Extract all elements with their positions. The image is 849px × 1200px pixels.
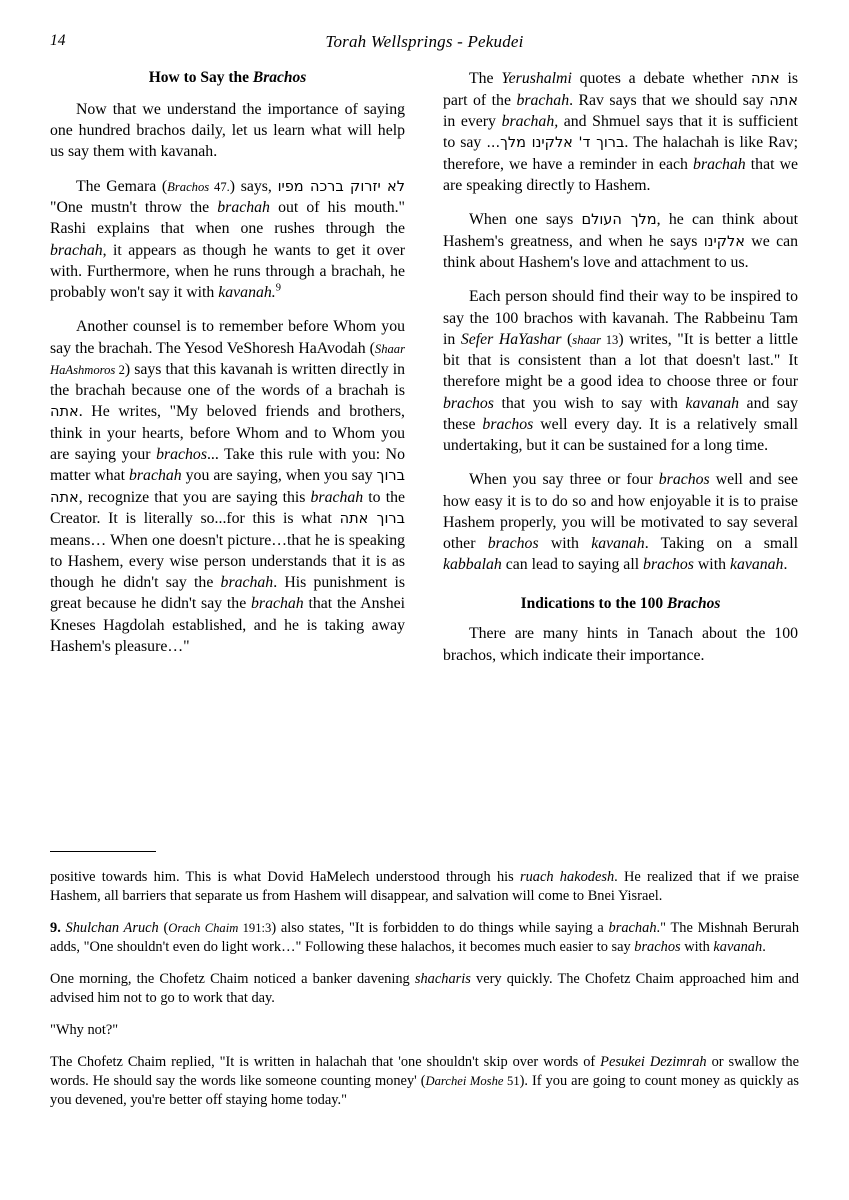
section-heading-text: How to Say the bbox=[148, 69, 253, 86]
text-run: well and see how easy it is to do so and how enjoyable it is to praise Hashem properly, you will be motivated to say several other bbox=[443, 471, 798, 553]
text-run: you are saying, when you say bbox=[181, 467, 377, 485]
italic-text: shacharis bbox=[414, 971, 471, 988]
text-run: . The halachah is like Rav; therefore, we have a reminder in each bbox=[443, 134, 798, 173]
paragraph bbox=[443, 286, 798, 456]
text-run: and Shmuel says that it is sufficient to say bbox=[443, 113, 798, 152]
text-run: that you wish to say with bbox=[493, 394, 686, 412]
text-run: to the Creator. It is literally so...for this is what bbox=[50, 488, 405, 528]
source-citation: Darchei Moshe bbox=[425, 1074, 504, 1089]
hebrew-text: ברוך אתה bbox=[339, 511, 405, 528]
hebrew-text: אתה bbox=[769, 92, 798, 109]
body-columns bbox=[50, 68, 799, 828]
text-run: ( bbox=[561, 330, 573, 348]
section-heading-indications bbox=[443, 595, 798, 613]
text-run: with bbox=[693, 556, 730, 574]
italic-text: brachos bbox=[482, 415, 534, 433]
footnote bbox=[50, 919, 799, 957]
italic-text: brachah bbox=[220, 574, 274, 592]
text-run: , recognize that you are saying this bbox=[78, 488, 311, 506]
italic-text: brachah bbox=[129, 467, 182, 485]
text-run: means… When one doesn't picture…that he is speaking to Hashem, every wise person understands that it is as though he didn't say the bbox=[50, 531, 405, 592]
hebrew-text: ברוך ד' אלקינו מלך... bbox=[486, 135, 625, 152]
text-run: and say these bbox=[443, 394, 798, 433]
text-run: . bbox=[762, 939, 766, 956]
hebrew-text: אלקינו bbox=[703, 233, 745, 250]
italic-text: brachah, bbox=[501, 113, 559, 130]
right-column-paragraphs-bottom bbox=[443, 623, 798, 665]
book-title: Torah Wellsprings - Pekudei bbox=[325, 32, 524, 51]
italic-text: kavanah. bbox=[218, 284, 276, 302]
italic-text: Pesukei Dezimrah bbox=[600, 1054, 707, 1071]
italic-text: kavanah bbox=[591, 535, 645, 553]
paragraph bbox=[50, 176, 405, 304]
text-run: that the Anshei Kneses Hagdolah established, and he is taking away Hashem's pleasure…" bbox=[50, 595, 405, 655]
text-run: well every day. It is a relatively small undertaking, but it can be sustained for a long time. bbox=[443, 415, 798, 455]
source-citation: Orach Chaim bbox=[168, 921, 239, 936]
text-run: out of his mouth." Rashi explains that when one rushes through the bbox=[50, 199, 405, 238]
section-heading2-italic: Brachos bbox=[667, 595, 721, 613]
italic-text: Sefer HaYashar bbox=[460, 330, 562, 348]
text-run: ). If you are going to count money as quickly as you devened, you're better off staying home today." bbox=[50, 1073, 800, 1109]
text-run: The bbox=[469, 70, 502, 87]
page-number: 14 bbox=[50, 32, 66, 49]
text-run: When one says bbox=[469, 211, 582, 229]
section-heading-italic: Brachos bbox=[252, 69, 307, 86]
section-heading2-text: Indications to the 100 bbox=[520, 595, 667, 613]
paragraph bbox=[443, 623, 798, 665]
source-citation-number: 13 bbox=[601, 332, 619, 347]
hebrew-text: ברוך אתה bbox=[50, 468, 405, 506]
text-run: ." The Mishnah Berurah adds, "One shouldn't even do light work…" Following these halachos, it becomes much easier to say bbox=[50, 920, 800, 956]
italic-text: brachah bbox=[693, 155, 746, 173]
right-column bbox=[443, 68, 798, 828]
text-run: , it appears as though he wants to get it over with. Furthermore, when he runs through a brachah, he probably won't say it with bbox=[50, 241, 405, 302]
footnote-separator bbox=[50, 851, 156, 852]
text-run: . Rav says that we should say bbox=[569, 91, 770, 109]
italic-text: brachos bbox=[634, 939, 681, 956]
text-run: is part of the bbox=[443, 70, 798, 109]
italic-text: brachos bbox=[487, 535, 539, 553]
source-citation: shaar bbox=[572, 332, 601, 347]
text-run: can lead to saying all bbox=[501, 556, 644, 574]
paragraph bbox=[443, 469, 798, 575]
italic-text: brachos bbox=[658, 471, 710, 489]
text-run: The Gemara ( bbox=[76, 177, 168, 195]
text-run: ... Take this rule with you: No matter what bbox=[50, 445, 405, 485]
paragraph bbox=[443, 68, 798, 196]
left-column-paragraphs bbox=[50, 99, 405, 657]
italic-text: kavanah bbox=[729, 556, 784, 574]
text-run: , he can think about Hashem's greatness, and when he says bbox=[443, 211, 798, 250]
text-run: . He writes, "My beloved friends and brothers, think in your hearts, before Whom and to Whom you are saying your bbox=[50, 403, 405, 463]
footnote-marker: 9 bbox=[275, 282, 281, 294]
text-run: with bbox=[538, 535, 592, 553]
text-run: that we are speaking directly to Hashem. bbox=[443, 155, 798, 194]
italic-text: brachah bbox=[50, 241, 103, 259]
italic-text: kavanah bbox=[685, 394, 739, 412]
text-run: When you say three or four bbox=[469, 471, 659, 489]
text-run: . He realized that if we praise Hashem, all barriers that separate us from Hashem will disappear, and salvation will come to Bnei Yisrael. bbox=[50, 869, 799, 905]
paragraph bbox=[443, 209, 798, 273]
text-run: . Taking on a small bbox=[644, 535, 798, 553]
footnote bbox=[50, 868, 799, 906]
right-column-paragraphs-top bbox=[443, 68, 798, 575]
text-run: we can think about Hashem's love and attachment to us. bbox=[443, 232, 798, 272]
source-citation-number: 2 bbox=[115, 362, 125, 377]
text-run: ) writes, "It is better a little bit that is consistent than a lot that doesn't last." It therefore might be a good idea to choose three or four bbox=[443, 330, 798, 391]
italic-text: Shulchan Aruch bbox=[60, 920, 159, 937]
italic-text: brachah bbox=[217, 199, 270, 217]
text-run: Now that we understand the importance of saying one hundred brachos daily, let us learn what will help us say them with kavanah. bbox=[50, 100, 405, 161]
italic-text: Yerushalmi bbox=[501, 70, 572, 87]
hebrew-text: מלך העולם bbox=[581, 212, 657, 229]
paragraph bbox=[50, 99, 405, 163]
text-run: "Why not?" bbox=[50, 1022, 119, 1039]
footnote bbox=[50, 1021, 799, 1040]
italic-text: kabbalah bbox=[443, 556, 502, 574]
text-run: ( bbox=[158, 920, 169, 937]
text-run: with bbox=[680, 939, 714, 956]
left-column bbox=[50, 68, 405, 828]
italic-text: brachah bbox=[310, 488, 364, 506]
text-run: ) says that this kavanah is written directly in the brachah because one of the words of a brachah is bbox=[50, 360, 406, 399]
source-citation-number: 51 bbox=[503, 1074, 520, 1089]
text-run: The Chofetz Chaim replied, "It is written in halachah that 'one shouldn't skip over words of bbox=[50, 1054, 601, 1071]
section-heading-how-to-say bbox=[50, 68, 405, 89]
hebrew-text: לא יזרוק ברכה מפיו bbox=[277, 178, 405, 195]
running-head bbox=[50, 32, 799, 54]
italic-text: brachos bbox=[643, 556, 694, 574]
italic-text: brachos bbox=[156, 445, 207, 463]
text-run: in every bbox=[443, 113, 502, 130]
paragraph bbox=[50, 316, 405, 657]
footnote bbox=[50, 1053, 799, 1110]
hebrew-text: אתה bbox=[50, 404, 79, 421]
text-run: One morning, the Chofetz Chaim noticed a banker davening bbox=[50, 971, 415, 988]
footnote-block bbox=[50, 868, 799, 1110]
text-run: . His punishment is great because he didn't say the bbox=[50, 574, 405, 613]
text-run: . bbox=[783, 556, 788, 574]
italic-text: brachah bbox=[608, 920, 657, 937]
text-run: "One mustn't throw the bbox=[50, 199, 218, 217]
italic-text: brachah bbox=[251, 595, 304, 613]
text-run: or swallow the words. He should say the words like someone counting money' ( bbox=[50, 1054, 799, 1090]
text-run: very quickly. The Chofetz Chaim approached him and advised him not to go to work that day. bbox=[50, 971, 799, 1007]
text-run: quotes a debate whether bbox=[571, 70, 751, 87]
italic-text: ruach hakodesh bbox=[520, 869, 615, 885]
hebrew-text: אתה bbox=[751, 71, 780, 87]
text-run: ) says, bbox=[229, 177, 278, 195]
text-run: There are many hints in Tanach about the 100 brachos, which indicate their importance. bbox=[443, 625, 798, 664]
text-run: Another counsel is to remember before Whom you say the brachah. The Yesod VeShoresh HaAvodah ( bbox=[50, 318, 405, 357]
source-citation: Brachos bbox=[167, 179, 210, 194]
text-run: ) also states, "It is forbidden to do things while saying a bbox=[271, 920, 609, 937]
footnote bbox=[50, 970, 799, 1008]
text-run: positive towards him. This is what Dovid HaMelech understood through his bbox=[50, 869, 520, 885]
text-run: Each person should find their way to be inspired to say the 100 brachos with kavanah. The Rabbeinu Tam in bbox=[443, 288, 798, 348]
italic-text: brachah bbox=[516, 91, 570, 109]
italic-text: brachos bbox=[443, 394, 494, 412]
source-citation-number: 47. bbox=[209, 179, 230, 194]
footnote-number: 9. bbox=[50, 920, 61, 937]
source-citation-number: 191:3 bbox=[238, 921, 272, 936]
source-citation: Shaar HaAshmoros bbox=[50, 341, 405, 377]
italic-text: kavanah bbox=[713, 939, 763, 956]
